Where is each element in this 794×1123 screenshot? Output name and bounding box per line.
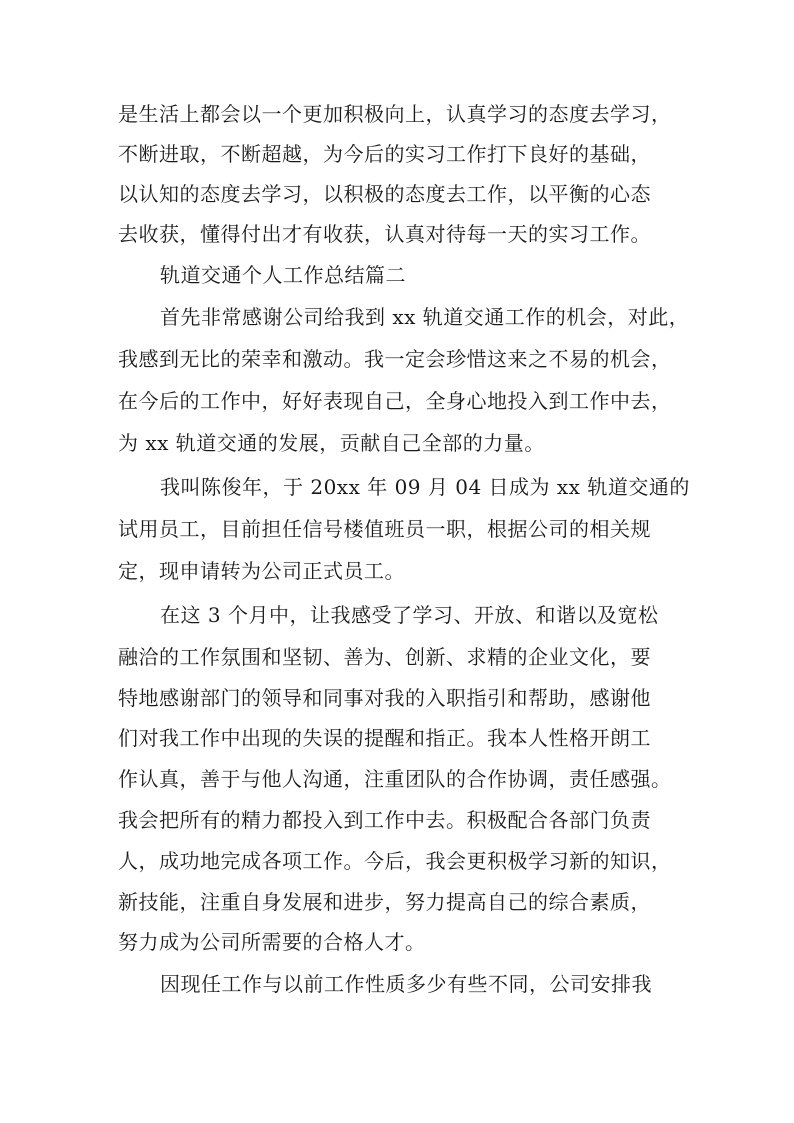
text-line: 首先非常感谢公司给我到 xx 轨道交通工作的机会，对此， (160, 305, 690, 329)
text-line: 试用员工，目前担任信号楼值班员一职，根据公司的相关规 (118, 517, 651, 541)
text-line: 融洽的工作氛围和坚韧、善为、创新、求精的企业文化，要 (118, 645, 651, 669)
section-heading: 轨道交通个人工作总结篇二 (160, 263, 406, 287)
text-line: 定，现申请转为公司正式员工。 (118, 559, 405, 583)
text-line: 们对我工作中出现的失误的提醒和指正。我本人性格开朗工 (118, 726, 651, 750)
text-line: 是生活上都会以一个更加积极向上，认真学习的态度去学习， (118, 102, 672, 126)
text-line: 新技能，注重自身发展和进步，努力提高自己的综合素质， (118, 890, 651, 914)
text-line: 为 xx 轨道交通的发展，贡献自己全部的力量。 (118, 431, 545, 455)
text-line: 人，成功地完成各项工作。今后，我会更积极学习新的知识， (118, 849, 672, 873)
text-line: 以认知的态度去学习，以积极的态度去工作，以平衡的心态 (118, 182, 651, 206)
text-line: 作认真，善于与他人沟通，注重团队的合作协调，责任感强。 (118, 767, 672, 791)
text-line: 在这 3 个月中，让我感受了学习、开放、和谐以及宽松 (160, 603, 659, 627)
text-line: 不断进取，不断超越，为今后的实习工作打下良好的基础， (118, 142, 651, 166)
text-line: 我会把所有的精力都投入到工作中去。积极配合各部门负责 (118, 808, 651, 832)
text-line: 努力成为公司所需要的合格人才。 (118, 930, 426, 954)
text-line: 我感到无比的荣幸和激动。我一定会珍惜这来之不易的机会， (118, 347, 672, 371)
text-line: 因现任工作与以前工作性质多少有些不同，公司安排我 (160, 972, 652, 996)
text-line: 去收获，懂得付出才有收获，认真对待每一天的实习工作。 (118, 222, 651, 246)
text-line: 在今后的工作中，好好表现自己，全身心地投入到工作中去， (118, 389, 672, 413)
text-line: 我叫陈俊年，于 20xx 年 09 月 04 日成为 xx 轨道交通的 (160, 475, 690, 499)
text-line: 特地感谢部门的领导和同事对我的入职指引和帮助，感谢他 (118, 686, 651, 710)
